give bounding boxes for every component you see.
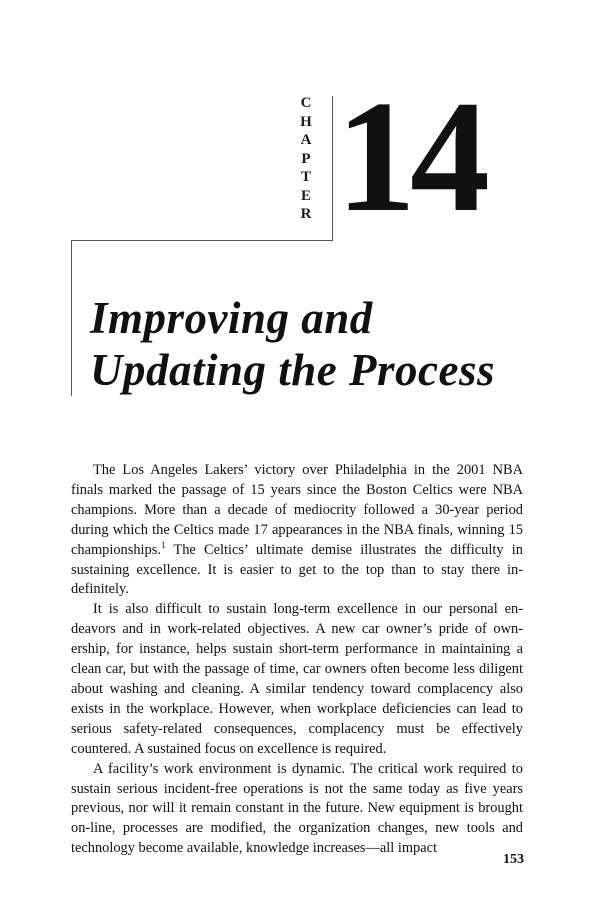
chapter-letter: E (300, 187, 311, 204)
footnote-reference[interactable]: 1 (160, 539, 166, 550)
paragraph-1-text: The Los Angeles Lakers’ victory over Philadelphia in the 2001 NBA finals marked the passage of 15 years since the Boston Celtics were NBA champions. More than a decade of mediocrity followed a 30-year period during which the Celtics made 17 appearances in the NBA finals, winning 15 championships. (71, 462, 523, 558)
chapter-number: 14 (336, 67, 484, 245)
chapter-title-line-2: Updating the Process (90, 345, 496, 395)
chapter-title-line-1: Improving and (90, 293, 373, 343)
chapter-letter: C (300, 95, 312, 111)
paragraph-1 (71, 461, 523, 600)
chapter-title (90, 292, 570, 396)
chapter-letter: T (300, 169, 311, 185)
header-divider-horizontal (71, 240, 333, 241)
page-number: 153 (503, 852, 524, 867)
paragraph-2: It is also difficult to sustain long-term excellence in our personal endeavors and in work-related objectives. A new car owner’s pride of ownership, for instance, helps sustain short-term performance in maintaining a clean car, but with the passage of time, car owners often become less diligent about washing and cleaning. A similar tendency toward complacency also exists in the workplace. However, when workplace deficiencies can lead to serious safety-related consequences, complacency must be effectively countered. A sustained focus on excellence is required. (71, 601, 523, 757)
paragraph-1-text-continued: The Celtics’ ultimate demise illustrates the difficulty in sustaining excellence. It is easier to get to the top than to stay there indefinitely. (71, 541, 523, 598)
body-text (71, 461, 523, 859)
chapter-letter: H (300, 113, 312, 130)
chapter-label (294, 94, 318, 224)
chapter-letter: R (300, 206, 312, 222)
title-divider-vertical (71, 240, 72, 396)
header-divider-vertical (332, 96, 333, 241)
paragraph-3: A facility’s work environment is dynamic. The critical work required to sustain serious incident-free operations is not the same today as five years previous, nor will it remain constant in the future. New equipment is brought on-line, processes are modified, the organization changes, new tools and technology become available, knowledge increases—all impact (71, 760, 523, 857)
chapter-letter: P (301, 150, 311, 167)
chapter-letter: A (300, 132, 312, 148)
